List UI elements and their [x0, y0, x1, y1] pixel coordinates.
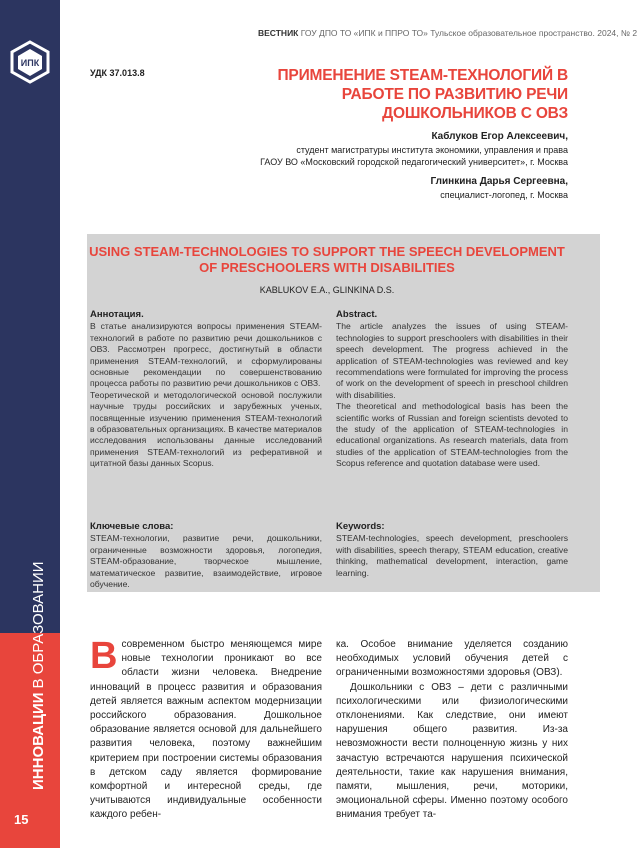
keywords-ru [90, 521, 322, 590]
running-header [258, 28, 637, 38]
author-affiliation: студент магистратуры института экономики, управления и права [296, 144, 568, 155]
journal-details: ГОУ ДПО ТО «ИПК и ППРО ТО» Тульское образовательное пространство. 2024, № 2 [300, 28, 637, 38]
abstract-en [336, 309, 568, 470]
author-affiliation: ГАОУ ВО «Московский городской педагогический университет», г. Москва [260, 157, 568, 167]
article-title: ПРИМЕНЕНИЕ STEAM-ТЕХНОЛОГИЙ В РАБОТЕ ПО РАЗВИТИЮ РЕЧИ ДОШКОЛЬНИКОВ С ОВЗ [277, 67, 568, 122]
english-title: USING STEAM-TECHNOLOGIES TO SUPPORT THE SPEECH DEVELOPMENT OF PRESCHOOLERS WITH DISABILITIES [89, 244, 565, 275]
abstract-en-paragraph: The theoretical and methodological basis has been the scientific works of Russian and foreign scientists devoted to the study of the application of STEAM-technologies in educational organizations. As research materials, data from studies of the application of STEAM-technologies from the Scopus reference and quotation database were used. [336, 401, 568, 469]
journal-logo-icon [8, 40, 52, 84]
udk-code: УДК 37.013.8 [90, 68, 145, 78]
keywords-en-heading: Keywords: [336, 521, 385, 532]
keywords-en [336, 521, 568, 579]
body-column-right [336, 638, 568, 823]
author-block [238, 176, 568, 201]
keywords-ru-heading: Ключевые слова: [90, 521, 174, 532]
english-authors: KABLUKOV E.A., GLINKINA D.S. [259, 285, 395, 295]
body-paragraph: Дошкольники с ОВЗ – дети с различными психологическими или физиологическими отклонениями. Как следствие, они имеют нарушения общего развития. Из-за невозможности вести полноценную жизнь у них зачастую встречаются нарушения психической деятельности, такие как нарушения внимания, памяти, мышления, речи, моторики, эмоциональной сферы. Именно поэтому особого внимания требует та- [336, 681, 568, 821]
keywords-en-text: STEAM-technologies, speech development, preschoolers with disabilities, speech therapy, STEAM education, creative thinking, mathematical development, interaction, game learning. [336, 533, 568, 578]
author-affiliation: специалист-логопед, г. Москва [440, 189, 568, 200]
svg-text:ИПК: ИПК [20, 58, 40, 68]
body-paragraph: ка. Особое внимание уделяется созданию необходимых условий обучения детей с ограниченными возможностями здоровья (ОВЗ). [336, 639, 568, 679]
author-name: Каблуков Егор Алексеевич, [431, 131, 568, 142]
section-label-light: В ОБРАЗОВАНИИ [30, 561, 47, 689]
drop-cap: В [90, 635, 118, 677]
abstract-en-paragraph: The article analyzes the issues of using STEAM-technologies to support preschoolers with disabilities in their speech development. The progress achieved in the application of STEAM-technologies was reviewed and key recommendations were formulated for improving the process of work on the development of speech in preschool children with disabilities. [336, 321, 568, 400]
author-block [238, 131, 568, 169]
body-paragraph: современном быстро меняющемся мире новые технологии проникают во все области жизни человека. Внедрение инноваций в процесс развития и образования детей является важным аспектом модернизации российского образования. Дошкольное образование является основой для дальнейшего развития человека, поэтому важнейшим критерием при построении системы образования в детском саду является формирование комфортной и интересной среды, где учитываются индивидуальные особенности каждого ребен- [90, 639, 322, 821]
keywords-ru-text: STEAM-технологии, развитие речи, дошкольники, ограниченные возможности здоровья, логопедия, STEAM-образование, творческое мышление, математическое развитие, взаимодействие, игровое обучение. [90, 533, 322, 590]
section-label-bold: ИННОВАЦИИ [30, 692, 47, 790]
page-number: 15 [14, 812, 29, 827]
abstract-ru [90, 309, 322, 470]
author-name: Глинкина Дарья Сергеевна, [430, 176, 568, 187]
section-label [30, 561, 48, 790]
body-column-left [90, 635, 322, 823]
journal-name: ВЕСТНИК [258, 28, 299, 38]
abstract-en-heading: Abstract. [336, 309, 378, 320]
abstract-ru-paragraph: В статье анализируются вопросы применения STEAM-технологий в работе по развитию речи дошкольников с ОВЗ. Рассмотрен прогресс, достигнутый в области применения STEAM-технологий, и сформулированы основные рекомендации по совершенствованию процесса работы по развитию речи дошкольников с ОВЗ. [90, 321, 322, 389]
abstract-ru-heading: Аннотация. [90, 309, 144, 320]
abstract-ru-paragraph: Теоретической и методологической основой послужили научные труды российских и зарубежных ученых, посвященные изучению применения STEAM-технологий в образовательных организациях. В качестве материалов исследования использованы данные исследований применения STEAM-технологий из реферативной и цитатной базы данных Scopus. [90, 389, 322, 469]
